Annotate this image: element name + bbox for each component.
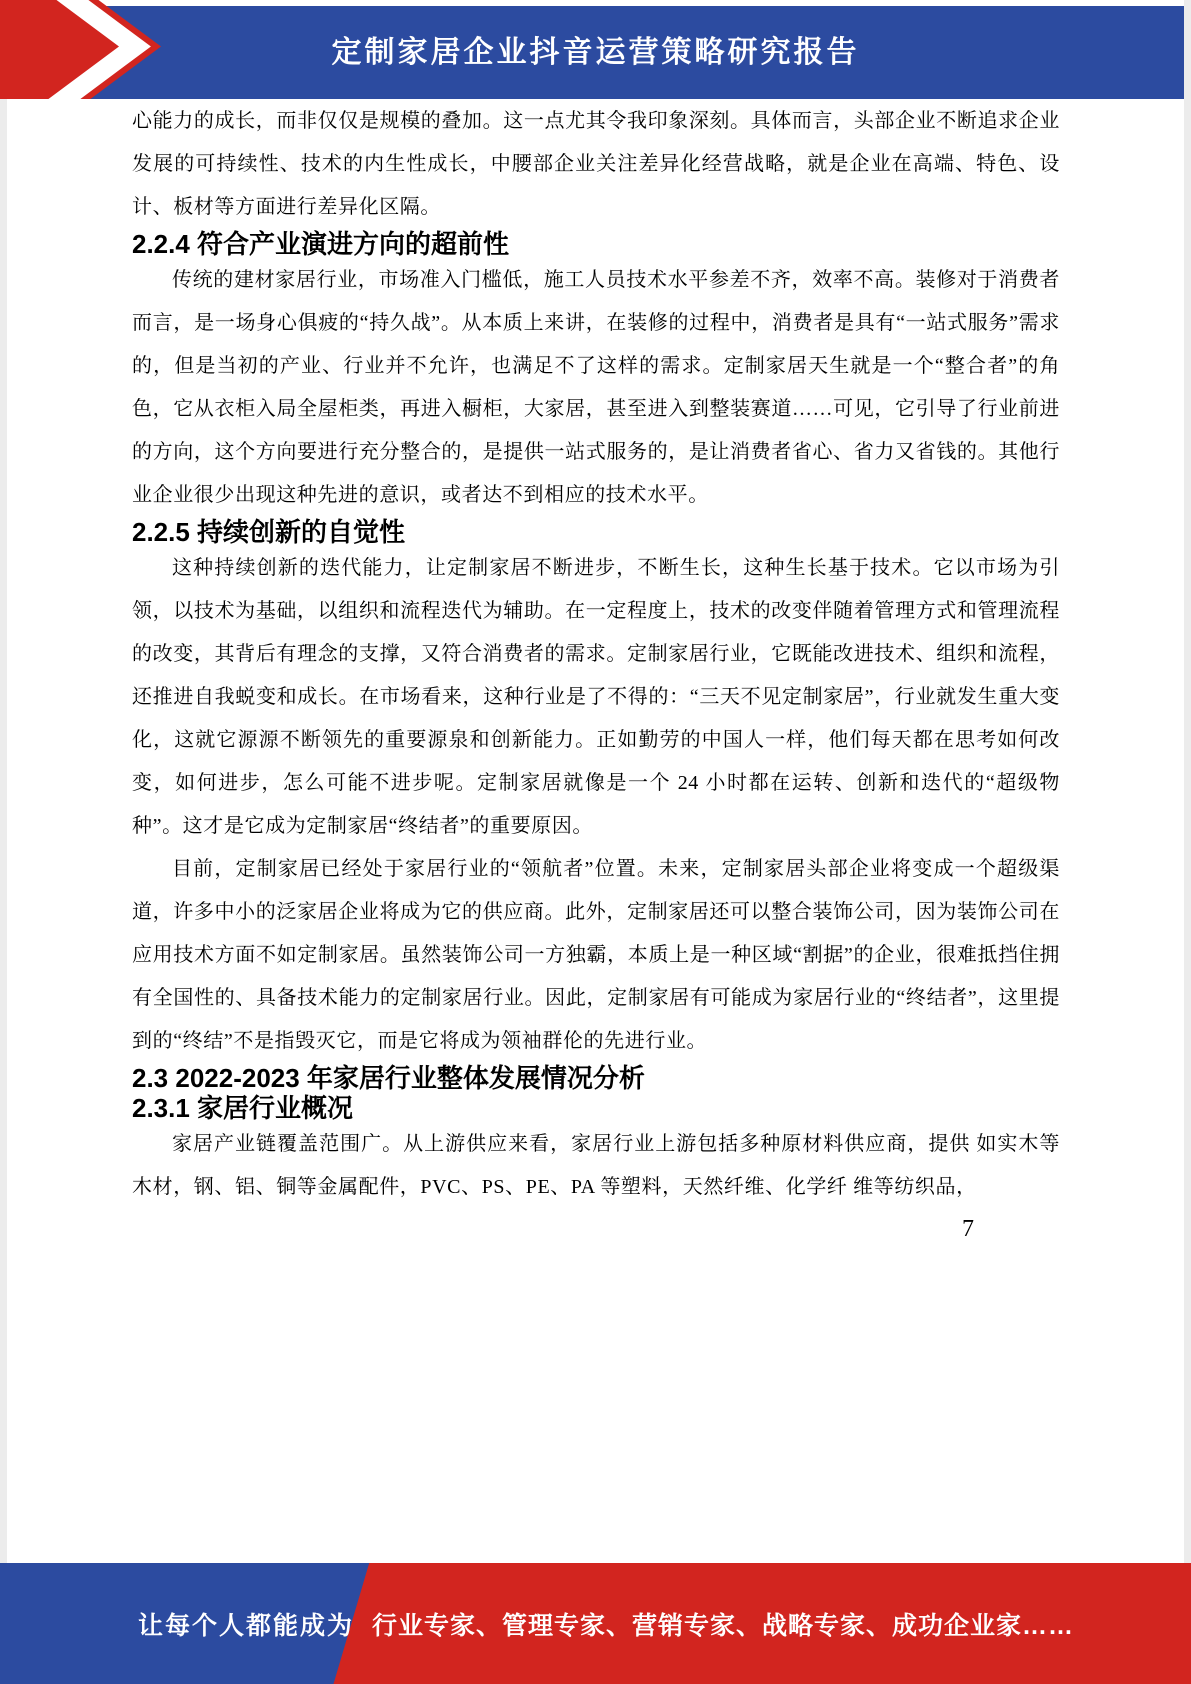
document-body <box>132 100 1060 1243</box>
paragraph-2-2-5-b: 目前，定制家居已经处于家居行业的“领航者”位置。未来，定制家居头部企业将变成一个超级渠道，许多中小的泛家居企业将成为它的供应商。此外，定制家居还可以整合装饰公司，因为装饰公司在应用技术方面不如定制家居。虽然装饰公司一方独霸，本质上是一种区域“割据”的企业，很难抵挡住拥有全国性的、具备技术能力的定制家居行业。因此，定制家居有可能成为家居行业的“终结者”，这里提到的“终结”不是指毁灭它，而是它将成为领袖群伦的先进行业。 <box>132 858 1060 1052</box>
section-heading-2-2-4: 2.2.4 符合产业演进方向的超前性 <box>132 229 510 259</box>
section-heading-2-3: 2.3 2022-2023 年家居行业整体发展情况分析 <box>132 1063 645 1093</box>
section-heading-2-2-5: 2.2.5 持续创新的自觉性 <box>132 517 406 547</box>
footer-slogan: 让每个人都能成为 <box>138 1611 355 1640</box>
paragraph-2-2-5-a: 这种持续创新的迭代能力，让定制家居不断进步，不断生长，这种生长基于技术。它以市场为引领，以技术为基础，以组织和流程迭代为辅助。在一定程度上，技术的改变伴随着管理方式和管理流程的改变，其背后有理念的支撑，又符合消费者的需求。定制家居行业，它既能改进技术、组织和流程，还推进自我蜕变和成长。在市场看来，这种行业是了不得的：“三天不见定制家居”，行业就发生重大变化，这就它源源不断领先的重要源泉和创新能力。正如勤劳的中国人一样，他们每天都在思考如何改变，如何进步，怎么可能不进步呢。定制家居就像是一个 24 小时都在运转、创新和迭代的“超级物种”。这才是它成为定制家居“终结者”的重要原因。 <box>132 557 1060 837</box>
paragraph-2-2-4: 传统的建材家居行业，市场准入门槛低，施工人员技术水平参差不齐，效率不高。装修对于消费者而言，是一场身心俱疲的“持久战”。从本质上来讲，在装修的过程中，消费者是具有“一站式服务”需求的，但是当初的产业、行业并不允许，也满足不了这样的需求。定制家居天生就是一个“整合者”的角色，它从衣柜入局全屋柜类，再进入橱柜，大家居，甚至进入到整装赛道……可见，它引导了行业前进的方向，这个方向要进行充分整合的，是提供一站式服务的，是让消费者省心、省力又省钱的。其他行业企业很少出现这种先进的意识，或者达不到相应的技术水平。 <box>132 269 1060 506</box>
footer-tagline: 行业专家、管理专家、营销专家、战略专家、成功企业家…… <box>372 1611 1075 1640</box>
report-header <box>7 6 1184 99</box>
section-heading-2-3-1: 2.3.1 家居行业概况 <box>132 1093 354 1123</box>
chevron-right-icon <box>0 0 161 99</box>
page-footer <box>0 1563 1191 1684</box>
page-number: 7 <box>962 1216 974 1242</box>
paragraph-intro: 心能力的成长，而非仅仅是规模的叠加。这一点尤其令我印象深刻。具体而言，头部企业不断追求企业发展的可持续性、技术的内生性成长，中腰部企业关注差异化经营战略，就是企业在高端、特色、设计、板材等方面进行差异化区隔。 <box>132 110 1060 218</box>
paragraph-2-3-1: 家居产业链覆盖范围广。从上游供应来看，家居行业上游包括多种原材料供应商，提供 如实木等木材，钢、铝、铜等金属配件，PVC、PS、PE、PA 等塑料，天然纤维、化学纤 维等纺织品， <box>132 1133 1060 1198</box>
report-title: 定制家居企业抖音运营策略研究报告 <box>331 36 860 69</box>
